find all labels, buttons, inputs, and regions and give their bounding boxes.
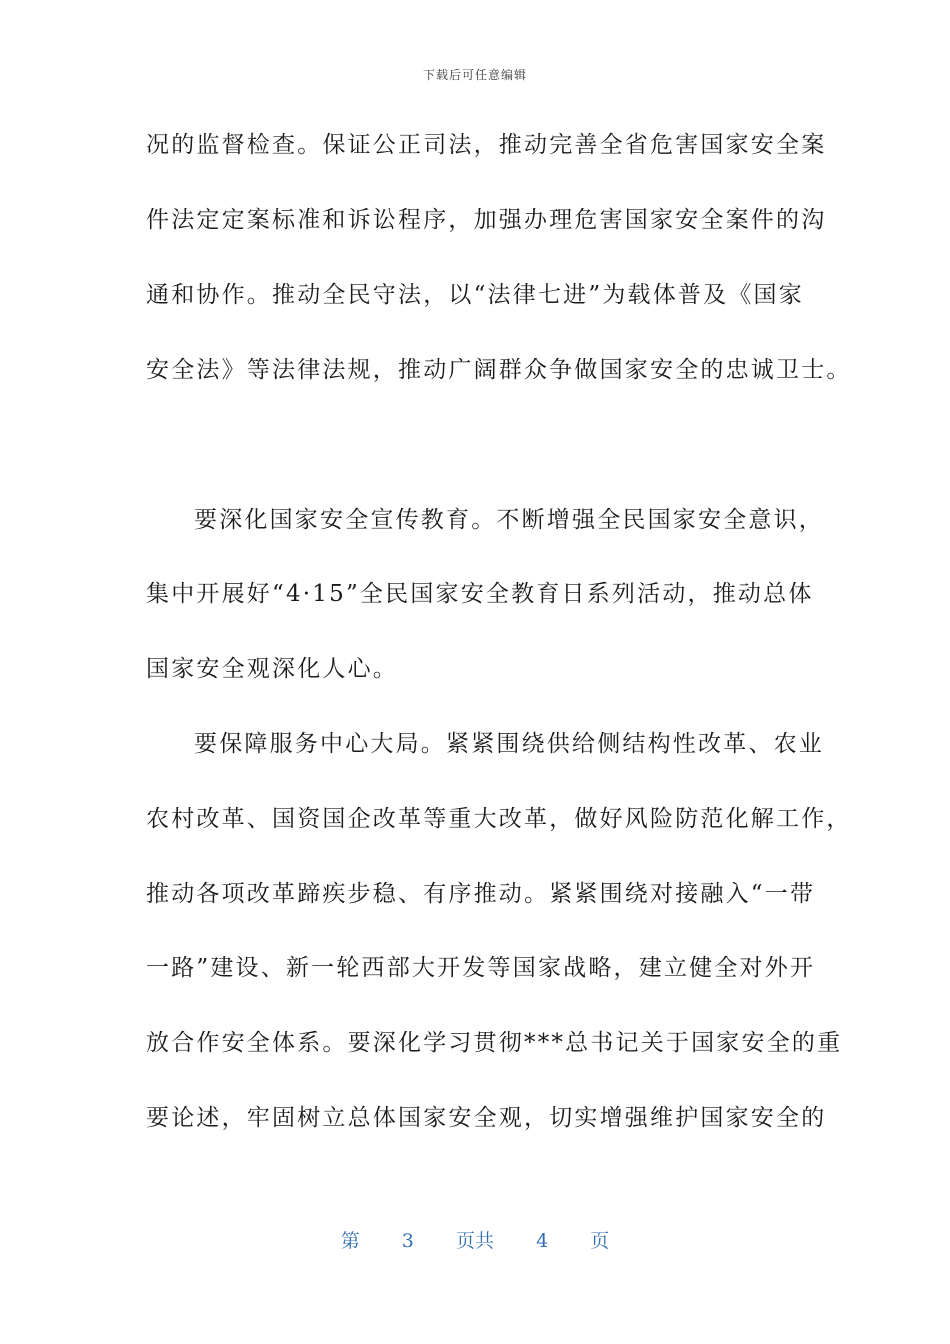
total-page-number: 4: [536, 1230, 549, 1252]
text-line: 通和协作。推动全民守法，以“法律七进”为载体普及《国家: [146, 282, 804, 308]
page-number-footer: [0, 1226, 950, 1253]
text-line: 放合作安全体系。要深化学习贯彻***总书记关于国家安全的重: [146, 1030, 843, 1056]
text-line: 安全法》等法律法规，推动广阔群众争做国家安全的忠诚卫士。: [146, 357, 852, 383]
text-line: 一路”建设、新一轮西部大开发等国家战略，建立健全对外开: [146, 955, 816, 981]
current-page-number: 3: [401, 1230, 414, 1252]
text-line: 集中开展好“4·15”全民国家安全教育日系列活动，推动总体: [146, 581, 814, 607]
text-line: 推动各项改革蹄疾步稳、有序推动。紧紧围绕对接融入“一带: [146, 881, 816, 907]
text-line: 国家安全观深化人心。: [146, 656, 398, 682]
text-line-indented: 要保障服务中心大局。紧紧围绕供给侧结构性改革、农业: [194, 731, 824, 757]
text-line: 况的监督检查。保证公正司法，推动完善全省危害国家安全案: [146, 132, 827, 158]
page-label-prefix: 第: [340, 1230, 360, 1252]
text-line: 农村改革、国资国企改革等重大改革，做好风险防范化解工作，: [146, 806, 852, 832]
text-line-indented: 要深化国家安全宣传教育。不断增强全民国家安全意识，: [194, 507, 824, 533]
page-label-suffix: 页: [590, 1230, 610, 1252]
text-line: 要论述，牢固树立总体国家安全观，切实增强维护国家安全的: [146, 1105, 827, 1131]
page-header-watermark: 下载后可任意编辑: [422, 68, 527, 82]
text-line: 件法定定案标准和诉讼程序，加强办理危害国家安全案件的沟: [146, 207, 827, 233]
page-label-mid: 页共: [455, 1230, 494, 1252]
